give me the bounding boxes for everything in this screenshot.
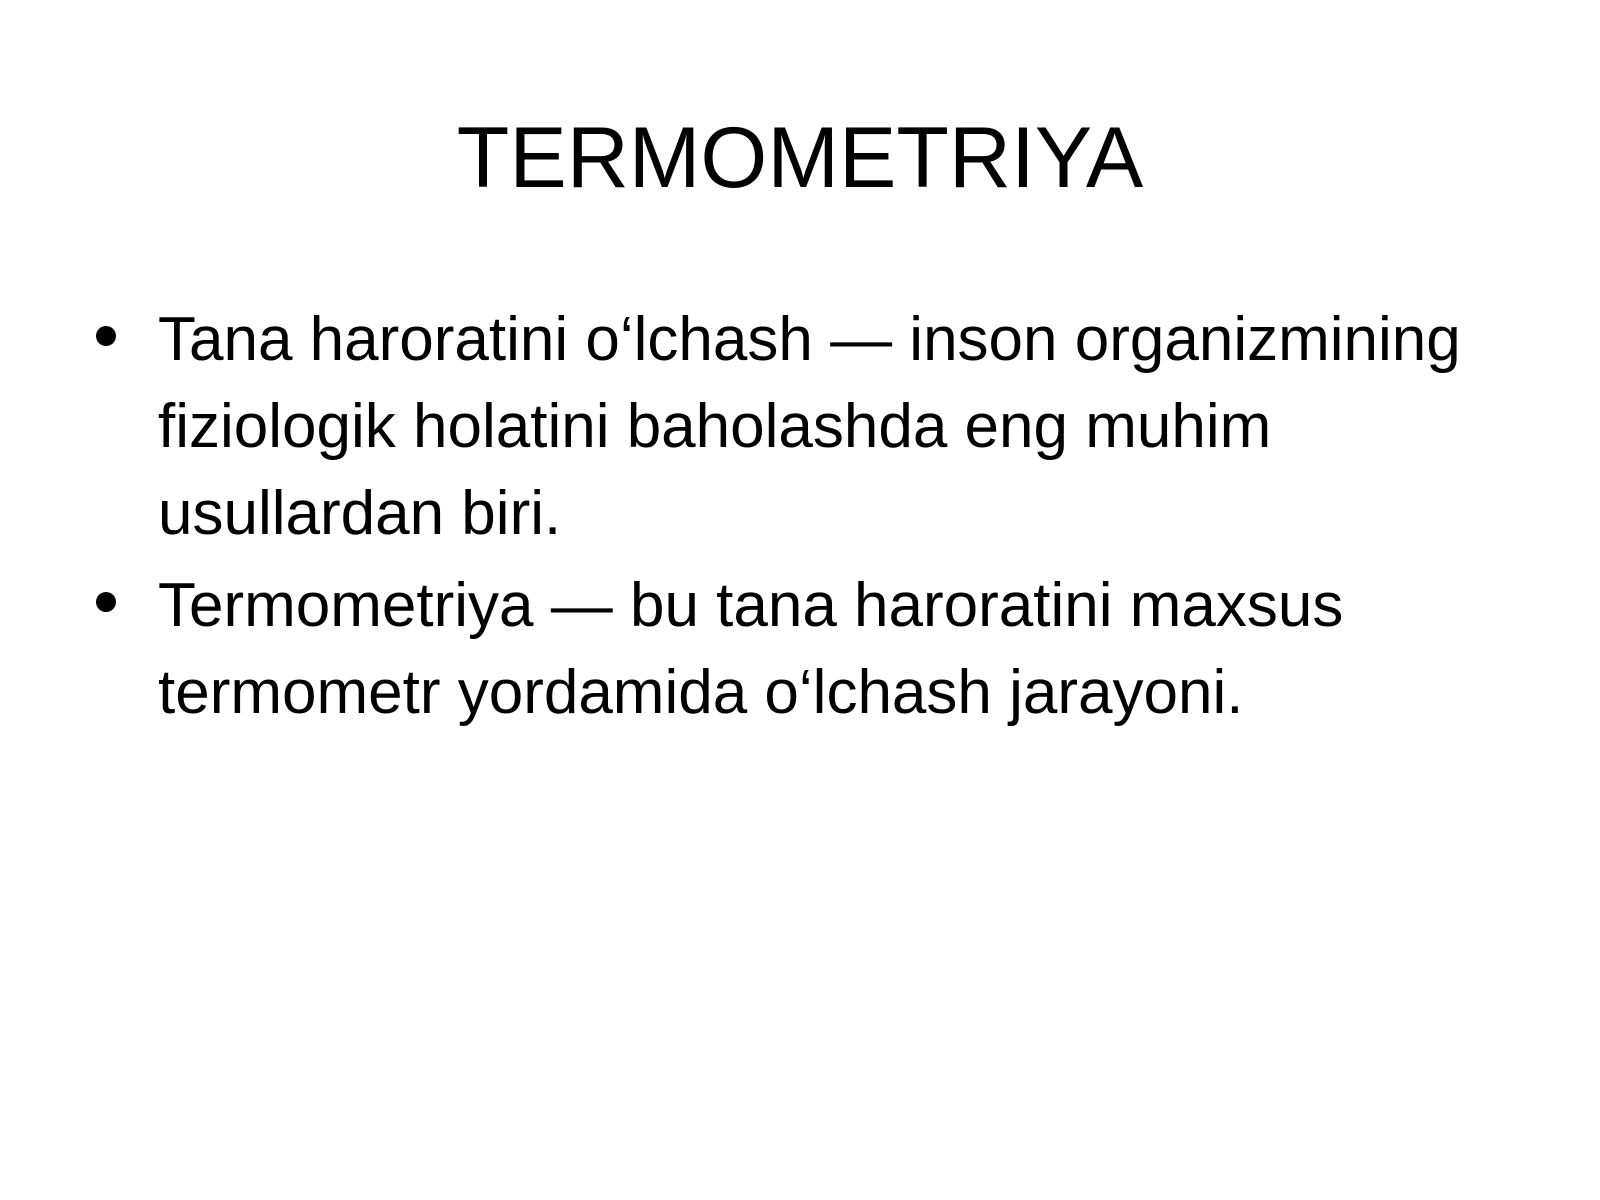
- slide-title: TERMOMETRIYA: [456, 110, 1144, 206]
- bullet-list: [96, 296, 1486, 741]
- bullet-item: [96, 296, 1486, 557]
- bullet-text: Termometriya — bu tana haroratini maxsus termometr yordamida o‘lchash jarayoni.: [158, 571, 1344, 727]
- bullet-icon: [96, 592, 116, 612]
- bullet-icon: [96, 326, 116, 346]
- bullet-text: Tana haroratini o‘lchash — inson organizmining fiziologik holatini baholashda eng muhim usullardan biri.: [158, 305, 1461, 548]
- bullet-item: [96, 562, 1486, 736]
